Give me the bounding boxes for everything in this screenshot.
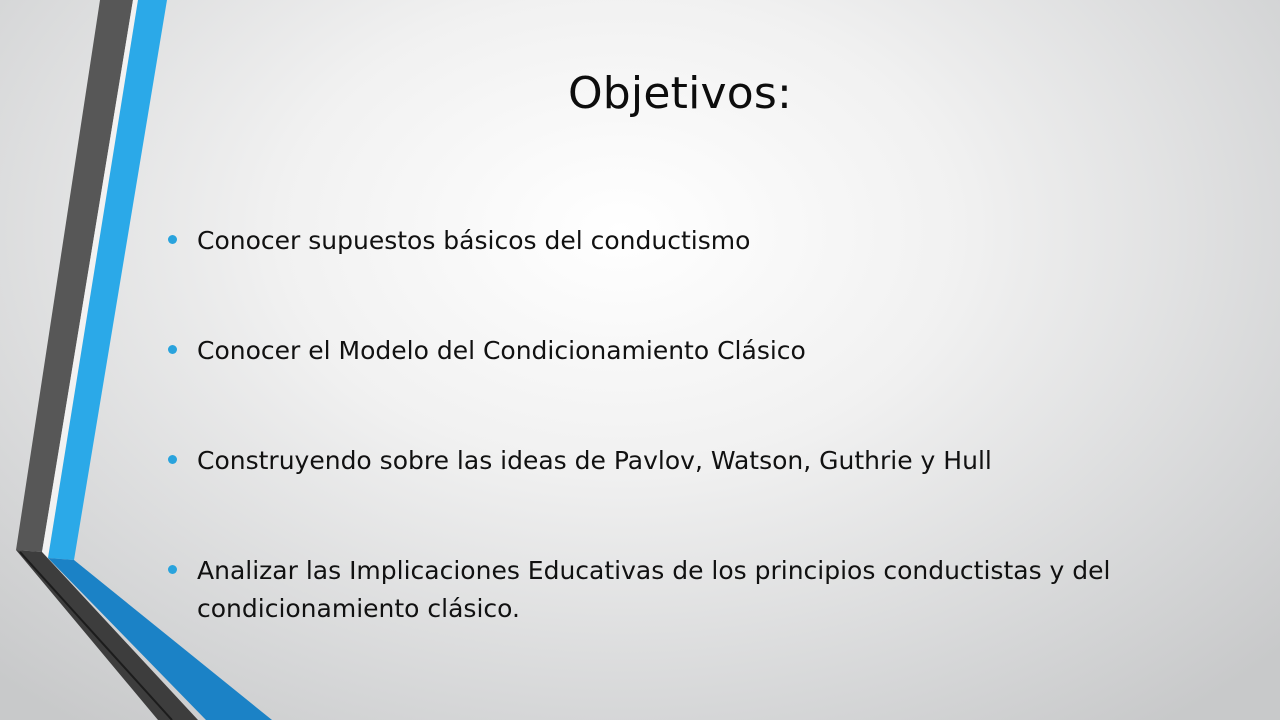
bullet-text: Construyendo sobre las ideas de Pavlov, Watson, Guthrie y Hull — [197, 446, 992, 475]
bullet-dot-icon — [168, 345, 177, 354]
bullet-text: Analizar las Implicaciones Educativas de los principios conductistas y del condicionamiento clásico. — [197, 556, 1111, 623]
bullet-item — [160, 222, 1180, 260]
bullet-text: Conocer supuestos básicos del conductismo — [197, 226, 751, 255]
bullet-dot-icon — [168, 235, 177, 244]
bullet-list — [160, 222, 1180, 628]
bullet-item — [160, 332, 1180, 370]
bullet-item — [160, 442, 1180, 480]
bullet-item — [160, 552, 1180, 628]
bullet-dot-icon — [168, 455, 177, 464]
bullet-text: Conocer el Modelo del Condicionamiento Clásico — [197, 336, 806, 365]
bullet-dot-icon — [168, 565, 177, 574]
slide-title: Objetivos: — [567, 68, 793, 119]
